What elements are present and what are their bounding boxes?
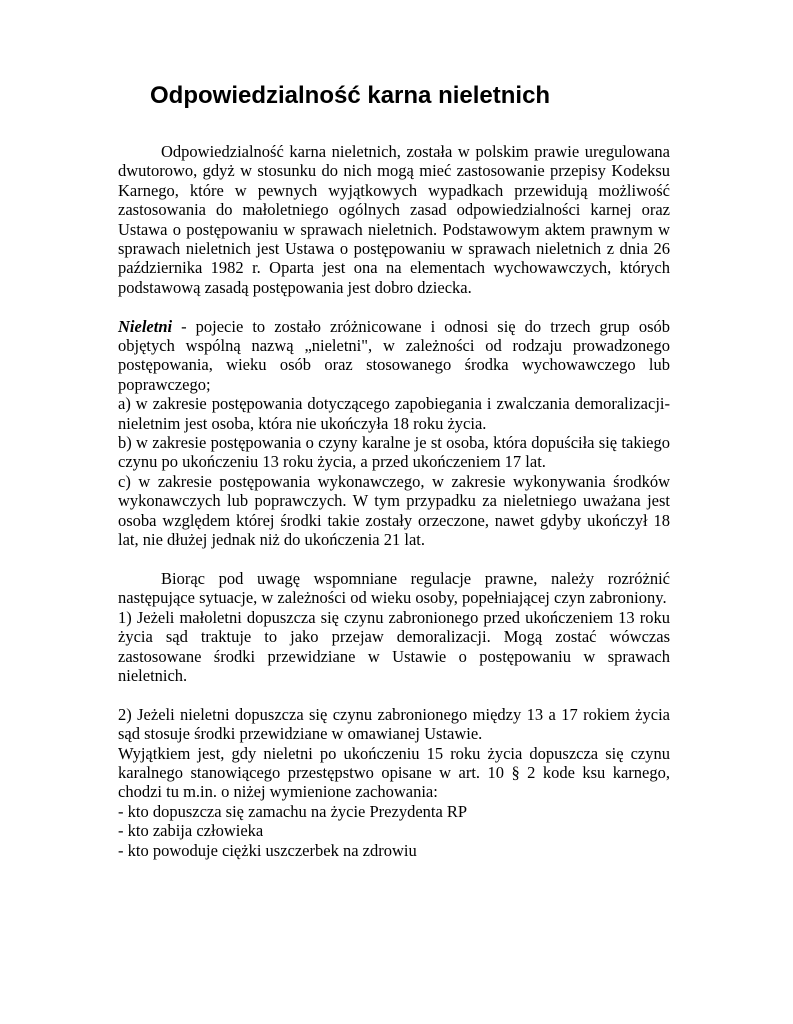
- list-item: - kto zabija człowieka: [118, 821, 264, 841]
- intro-paragraph: Odpowiedzialność karna nieletnich, została w polskim prawie uregulowana dwutorowo, gdyż w stosunku do nich mogą mieć zastosowanie przepisy Kodeksu Karnego, które w pewnych wyjątkowych wypadkach przewidują możliwość zastosowania do małoletniego ogólnych zasad odpowiedzialności karnej oraz Ustawa o postępowaniu w sprawach nieletnich. Podstawowym aktem prawnym w sprawach nieletnich jest Ustawa o postępowaniu w sprawach nieletnich z dnia 26 października 1982 r. Oparta jest ona na elementach wychowawczych, których podstawową zasadą postępowania jest dobro dziecka.: [118, 142, 670, 297]
- situation-case-1: 1) Jeżeli małoletni dopuszcza się czynu zabronionego przed ukończeniem 13 roku życia sąd traktuje to jako przejaw demoralizacji. Mogą zostać wówczas zastosowane środki przewidziane w Ustawie o postępowaniu w sprawach nieletnich.: [118, 607, 670, 685]
- definition-text: - pojecie to zostało zróżnicowane i odnosi się do trzech grup osób objętych wspólną nazwą „nieletni", w zależności od rodzaju prowadzonego postępowania, wieku osób oraz stosowanego środka wychowawczego lub poprawczego;: [118, 316, 670, 394]
- paragraph-spacer: [118, 685, 670, 704]
- paragraph-spacer: [118, 550, 670, 569]
- list-item: - kto dopuszcza się zamachu na życie Prezydenta RP: [118, 801, 468, 821]
- situation-case-2: 2) Jeżeli nieletni dopuszcza się czynu zabronionego między 13 a 17 rokiem życia sąd stosuje środki przewidziane w omawianej Ustawie.: [118, 704, 670, 744]
- definition-item-a: a) w zakresie postępowania dotyczącego zapobiegania i zwalczania demoralizacji- nieletnim jest osoba, która nie ukończyła 18 roku życia.: [118, 394, 670, 433]
- document-body: [118, 142, 670, 860]
- definition-item-c: c) w zakresie postępowania wykonawczego, w zakresie wykonywania środków wykonawczych lub poprawczych. W tym przypadku za nieletniego uważana jest osoba względem której środki takie zostały orzeczone, nawet gdyby ukończył 18 lat, nie dłużej jednak niż do ukończenia 21 lat.: [118, 471, 670, 550]
- definition-paragraph: [118, 317, 670, 395]
- paragraph-spacer: [118, 297, 670, 316]
- exception-paragraph: Wyjątkiem jest, gdy nieletni po ukończeniu 15 roku życia dopuszcza się czynu karalnego stanowiącego przestępstwo opisane w art. 10 § 2 kode ksu karnego, chodzi tu m.in. o niżej wymienione zachowania:: [118, 743, 670, 802]
- page-title: Odpowiedzialność karna nieletnich: [150, 82, 551, 109]
- situations-intro: Biorąc pod uwagę wspomniane regulacje prawne, należy rozróżnić następujące sytuacje, w zależności od wieku osoby, popełniającej czyn zabroniony.: [118, 568, 670, 608]
- definition-item-b: b) w zakresie postępowania o czyny karalne je st osoba, która dopuściła się takiego czynu po ukończeniu 13 roku życia, a przed ukończeniem 17 lat.: [118, 433, 670, 472]
- list-item: - kto powoduje ciężki uszczerbek na zdrowiu: [118, 840, 417, 860]
- definition-term: Nieletni: [118, 316, 173, 336]
